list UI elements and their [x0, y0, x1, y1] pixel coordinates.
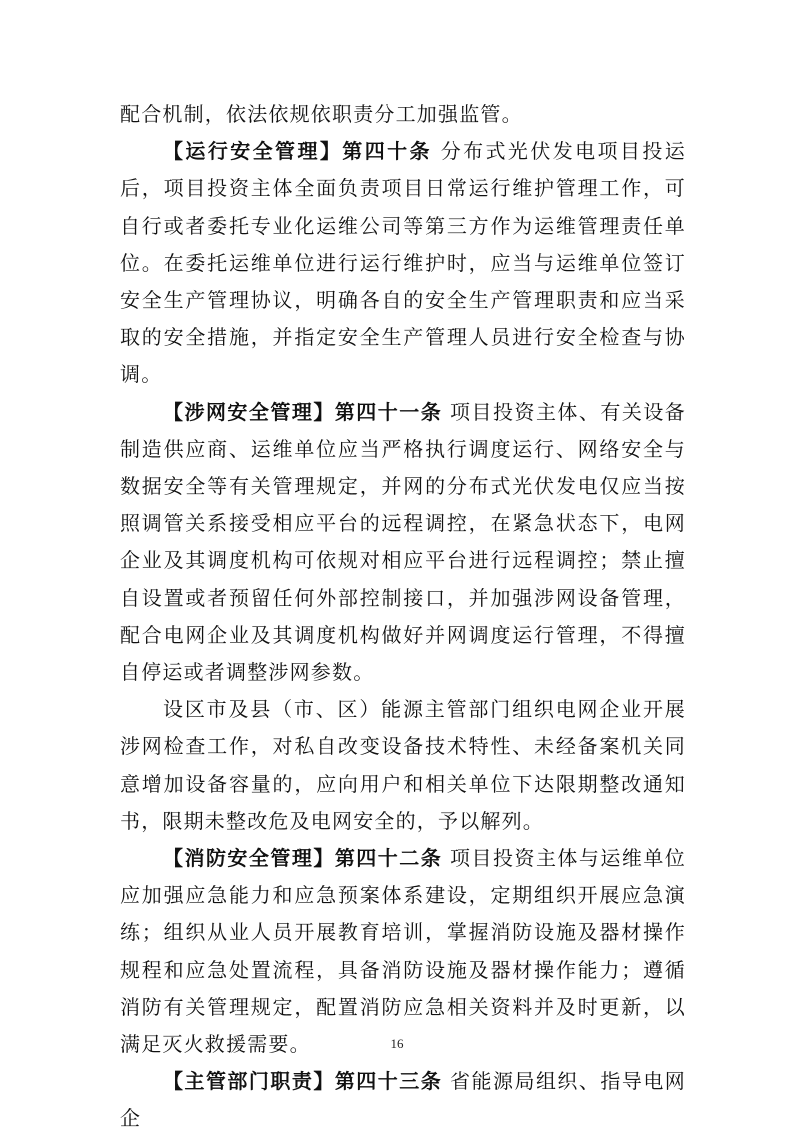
paragraph-body: 省能源局组织、指导电网企 [120, 1069, 686, 1131]
paragraph-body: 分布式光伏发电项目投运后，项目投资主体全面负责项目日常运行维护管理工作，可自行或者委托专业化运维公司等第三方作为运维管理责任单位。在委托运维单位进行运行维护时，应当与运维单位签订安全生产管理协议，明确各自的安全生产管理职责和应当采取的安全措施，并指定安全生产管理人员进行安全检查与协调。 [120, 139, 686, 387]
paragraph-grid-inspection [120, 691, 686, 840]
article-heading: 【消防安全管理】 [163, 846, 335, 871]
paragraph-body: 项目投资主体、有关设备制造供应商、运维单位应当严格执行调度运行、网络安全与数据安全等有关管理规定，并网的分布式光伏发电仅应当按照调管关系接受相应平台的远程调控，在紧急状态下，电网企业及其调度机构可依规对相应平台进行远程调控；禁止擅自设置或者预留任何外部控制接口，并加强涉网设备管理，配合电网企业及其调度机构做好并网调度运行管理，不得擅自停运或者调整涉网参数。 [120, 399, 686, 685]
article-number: 第四十一条 [334, 399, 443, 424]
article-heading: 【运行安全管理】 [163, 139, 343, 164]
paragraph-continuation [120, 96, 686, 133]
paragraph-body: 设区市及县（市、区）能源主管部门组织电网企业开展涉网检查工作，对私自改变设备技术特性、未经备案机关同意增加设备容量的，应向用户和相关单位下达限期整改通知书，限期未整改危及电网安全的，予以解列。 [120, 697, 686, 833]
document-body [120, 96, 686, 1138]
paragraph-body: 配合机制，依法依规依职责分工加强监管。 [120, 102, 523, 126]
paragraph-article-41 [120, 394, 686, 692]
paragraph-article-43 [120, 1063, 686, 1137]
article-heading: 【涉网安全管理】 [163, 399, 335, 424]
article-number: 第四十条 [342, 139, 432, 164]
paragraph-article-40 [120, 133, 686, 393]
paragraph-article-42 [120, 840, 686, 1063]
article-number: 第四十二条 [334, 846, 443, 871]
page-number: 16 [390, 1036, 404, 1051]
article-heading: 【主管部门职责】 [163, 1069, 335, 1094]
article-number: 第四十三条 [334, 1069, 443, 1094]
paragraph-body: 项目投资主体与运维单位应加强应急能力和应急预案体系建设，定期组织开展应急演练；组织从业人员开展教育培训，掌握消防设施及器材操作规程和应急处置流程，具备消防设施及器材操作能力；遵循消防有关管理规定，配置消防应急相关资料并及时更新，以满足灭火救援需要。 [120, 846, 686, 1057]
